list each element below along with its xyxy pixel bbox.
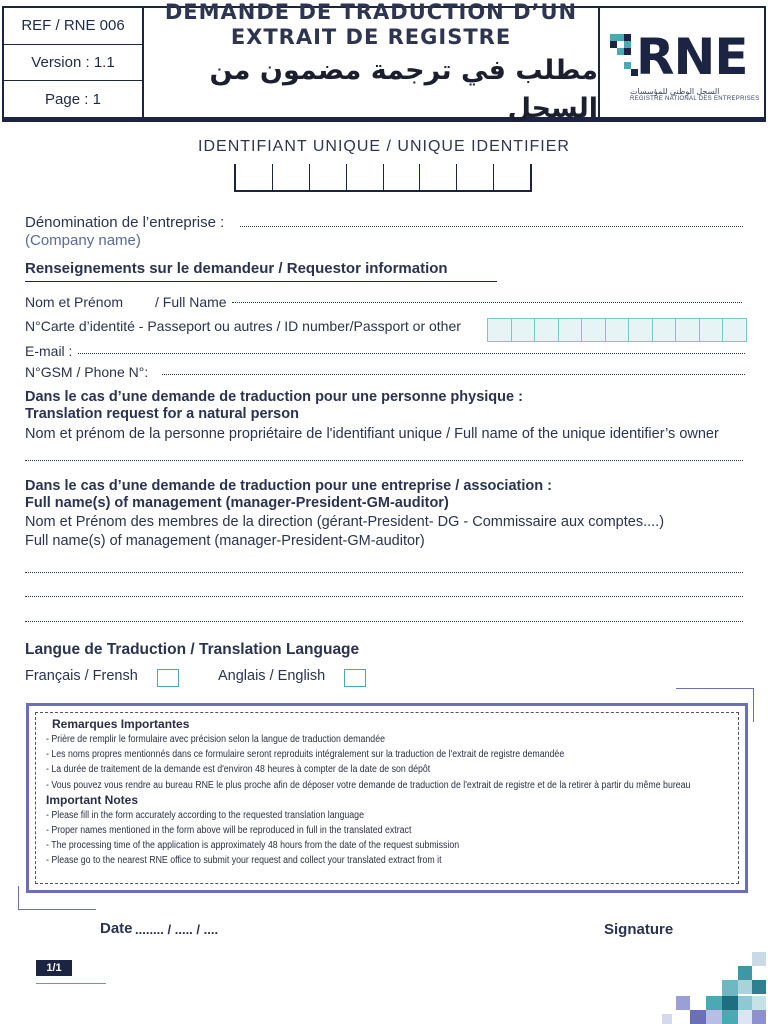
management-label-en: Full name(s) of management (manager-President-GM-auditor) [25,533,425,549]
note-line-en: - Please fill in the form accurately according to the requested translation language [46,809,364,821]
title-arabic: مطلب في ترجمة مضمون من السجل [209,54,598,124]
version-label: Version : 1.1 [4,45,142,82]
title-french-line2: EXTRAIT DE REGISTRE [230,24,512,49]
requestor-section-heading: Renseignements sur le demandeur / Requestor information [25,260,448,277]
management-field-line-1[interactable] [25,572,743,573]
form-title [144,0,600,124]
uid-digit-box[interactable] [347,164,384,190]
date-label: Date [100,920,133,937]
id-digit-box[interactable] [700,319,724,341]
document-meta [4,8,144,117]
phone-label: N°GSM / Phone N°: [25,364,149,380]
email-label: E-mail : [25,343,73,359]
phone-field[interactable] [162,374,745,375]
uid-digit-box[interactable] [457,164,494,190]
reference-code: REF / RNE 006 [4,8,142,45]
enterprise-heading-fr: Dans le cas d’une demande de traduction pour une entreprise / association : [25,478,552,494]
translation-language-heading: Langue de Traduction / Translation Language [25,641,360,658]
option-french-label: Français / Frensh [25,668,138,684]
enterprise-heading-en: Full name(s) of management (manager-President-GM-auditor) [25,495,449,511]
note-line-en: - The processing time of the application is approximately 48 hours from the date of the request submission [46,840,460,852]
note-line-fr: - Prière de remplir le formulaire avec précision selon la langue de traduction demandée [46,734,385,745]
natural-person-heading-fr: Dans le cas d’une demande de traduction pour une personne physique : [25,389,523,405]
unique-identifier-label: IDENTIFIANT UNIQUE / UNIQUE IDENTIFIER [198,138,570,155]
management-label-fr: Nom et Prénom des membres de la direction (gérant-President- DG - Commissaire aux comptes....) [25,514,665,530]
badge-underline [36,983,106,984]
note-line-en: - Please go to the nearest RNE office to submit your request and collect your translated extract from it [46,855,442,867]
id-digit-box[interactable] [488,319,512,341]
decorative-line [18,886,19,910]
french-checkbox[interactable] [157,669,179,687]
important-notes-box [26,703,748,893]
company-name-label: Dénomination de l’entreprise : [25,214,225,231]
id-digit-box[interactable] [559,319,583,341]
id-digit-box[interactable] [723,319,746,341]
notes-heading-en: Important Notes [46,792,139,807]
date-field[interactable]: ........ / ..... / .... [135,922,219,937]
decorative-line [753,688,754,722]
company-name-field[interactable] [240,226,743,227]
unique-identifier-input[interactable] [234,164,532,192]
logo-subtitle-arabic: السجل الوطني للمؤسسات [630,87,720,96]
logo-wordmark: RNE [636,28,748,86]
important-notes-inner [35,712,739,884]
note-line-en: - Proper names mentioned in the form above will be reproduced in full in the translated extract [46,825,412,837]
full-name-field[interactable] [232,302,742,303]
uid-digit-box[interactable] [384,164,421,190]
id-number-label: N°Carte d’identité - Passeport ou autres / ID number/Passport or other [25,318,461,334]
management-field-line-2[interactable] [25,596,743,597]
page-label: Page : 1 [45,90,101,108]
full-name-label-en: / Full Name [155,294,227,310]
rne-logo [600,8,764,117]
option-english-label: Anglais / English [218,668,326,684]
decorative-line [676,688,754,689]
english-checkbox[interactable] [344,669,366,687]
email-field[interactable] [78,353,745,354]
signature-label: Signature [604,921,674,938]
uid-digit-box[interactable] [420,164,457,190]
id-digit-box[interactable] [629,319,653,341]
uid-digit-box[interactable] [494,164,530,190]
notes-heading-fr: Remarques Importantes [52,717,190,731]
uid-digit-box[interactable] [236,164,273,190]
form-header [2,0,766,124]
owner-name-field[interactable] [25,460,743,461]
uid-digit-box[interactable] [310,164,347,190]
full-name-label-fr: Nom et Prénom [25,294,124,310]
requestor-heading-underline [25,281,497,282]
logo-subtitle-french: REGISTRE NATIONAL DES ENTREPRISES [630,96,760,102]
id-digit-box[interactable] [512,319,536,341]
id-digit-box[interactable] [653,319,677,341]
note-line-fr: - La durée de traitement de la demande est d'environ 48 heures à compter de la date de son dépôt [46,764,431,776]
note-line-fr: - Vous pouvez vous rendre au bureau RNE le plus proche afin de déposer votre demande de traduction de l'extrait de registre et de la retirer à partir du même bureau [46,779,691,791]
decorative-line [18,909,96,910]
id-digit-box[interactable] [606,319,630,341]
id-digit-box[interactable] [535,319,559,341]
company-name-label-english: (Company name) [25,232,141,249]
owner-name-label: Nom et prénom de la personne propriétaire de l'identifiant unique / Full name of the unique identifier’s owner [25,426,719,442]
id-digit-box[interactable] [582,319,606,341]
title-french-line1: DEMANDE DE TRADUCTION D’UN [164,0,578,24]
natural-person-heading-en: Translation request for a natural person [25,406,299,422]
id-number-input[interactable] [487,318,747,342]
page-number-badge: 1/1 [36,960,72,976]
id-digit-box[interactable] [676,319,700,341]
uid-digit-box[interactable] [273,164,310,190]
note-line-fr: - Les noms propres mentionnés dans ce formulaire seront reproduits intégralement sur la traduction de l'extrait de registre demandée [46,749,565,761]
management-field-line-3[interactable] [25,621,743,622]
